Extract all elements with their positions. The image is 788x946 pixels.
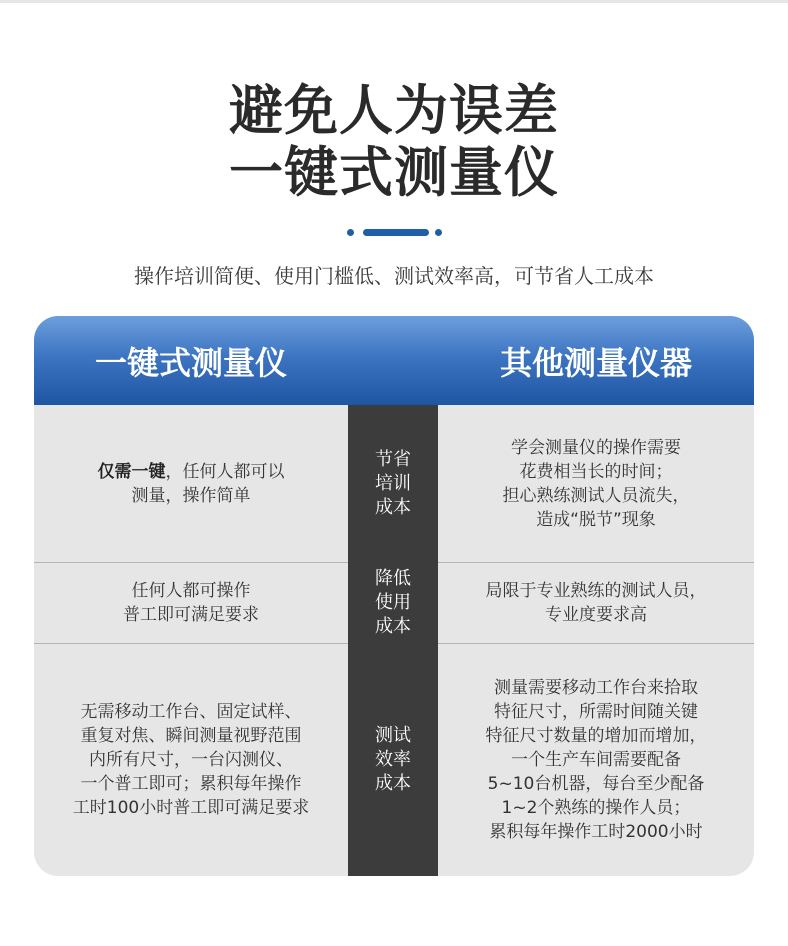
title-divider [344, 226, 444, 238]
row-3-right-line: 累积每年操作工时2000小时 [489, 822, 703, 842]
category-text: 成本 [375, 496, 411, 518]
row-3-left-line: 工时100小时普工即可满足要求 [72, 798, 310, 818]
table-row-3-right [438, 644, 754, 876]
table-row-3-category [348, 644, 438, 876]
row-3-right-line: 一个生产车间需要配备 [511, 750, 681, 770]
row-3-left-line: 无需移动工作台、固定试样、 [80, 702, 302, 722]
row-3-right-line: 测量需要移动工作台来拾取 [494, 678, 698, 698]
category-text: 测试 [375, 725, 411, 746]
category-text: 使用 [375, 592, 411, 613]
row-1-right-line: 学会测量仪的操作需要 [511, 437, 681, 458]
category-text: 降低 [375, 568, 411, 589]
category-text: 培训 [375, 472, 411, 494]
row-2-left-line: 任何人都可操作 [131, 581, 251, 601]
top-border-line [0, 0, 788, 3]
row-3-right-line: 特征尺寸数量的增加而增加， [485, 726, 707, 746]
table-row-2-category [348, 563, 438, 643]
category-text: 成本 [375, 616, 411, 637]
row-1-right-line: 花费相当长的时间； [519, 461, 673, 482]
row-2-right-line: 局限于专业熟练的测试人员， [485, 581, 707, 601]
divider-bar [363, 229, 429, 236]
category-text: 效率 [375, 749, 411, 770]
row-1-left-line1-rest: ，任何人都可以 [165, 461, 285, 482]
row-3-left-line: 内所有尺寸，一台闪测仪、 [88, 750, 293, 770]
page-subtitle: 操作培训简便、使用门槛低、测试效率高，可节省人工成本 [134, 264, 654, 288]
row-1-right-line: 担心熟练测试人员流失， [502, 485, 690, 506]
divider-dot-right [435, 229, 442, 236]
comparison-table [34, 316, 754, 876]
row-2-left-line: 普工即可满足要求 [123, 605, 259, 625]
row-3-right-line: 特征尺寸，所需时间随关键 [494, 702, 698, 722]
table-row-1-right [438, 405, 754, 562]
row-3-right-line: 1~2个熟练的操作人员； [501, 798, 691, 818]
row-2-right-line: 专业度要求高 [545, 605, 647, 625]
emphasis-text: 仅需一键 [97, 461, 166, 482]
table-row-1-left [34, 405, 348, 562]
left-column-heading: 一键式测量仪 [94, 344, 287, 382]
page-title-line1: 避免人为误差 [229, 79, 559, 142]
category-text: 成本 [375, 773, 411, 794]
table-row-3-left [34, 644, 348, 876]
row-1-left-line2: 测量，操作简单 [131, 485, 251, 506]
row-3-left-line: 一个普工即可；累积每年操作 [80, 774, 302, 794]
table-row-1-category [348, 405, 438, 562]
row-1-right-line: 造成“脱节”现象 [536, 509, 656, 530]
table-row-2-right [438, 563, 754, 643]
table-row-2-left [34, 563, 348, 643]
divider-dot-left [347, 229, 354, 236]
table-header [34, 316, 754, 405]
right-column-heading: 其他测量仪器 [499, 344, 692, 382]
page-title-line2: 一键式测量仪 [229, 141, 559, 204]
category-text: 节省 [375, 448, 411, 470]
row-3-right-line: 5~10台机器，每台至少配备 [487, 774, 705, 794]
row-3-left-line: 重复对焦、瞬间测量视野范围 [80, 726, 302, 746]
